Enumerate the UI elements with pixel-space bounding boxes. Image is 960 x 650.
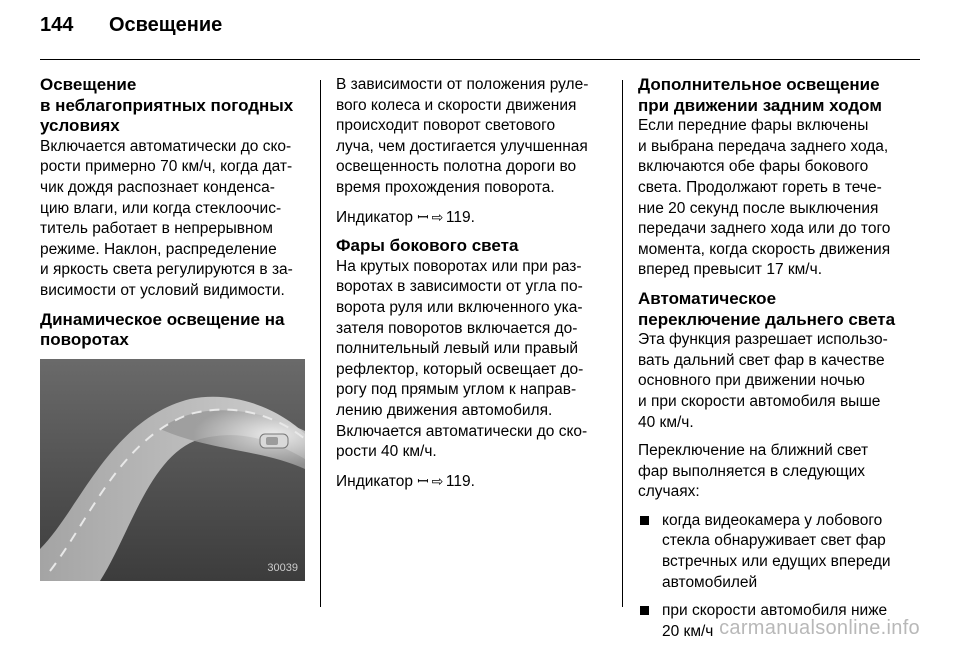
section-title-bad-weather-lighting: Освещение в неблагоприятных погодных условиях <box>40 75 294 136</box>
list-item: при скорости автомобиля ниже 20 км/ч <box>638 601 908 642</box>
cornering-light-illustration <box>40 359 305 581</box>
column-3 <box>638 75 908 650</box>
page-reference-arrow-icon: ⇨ <box>431 208 444 225</box>
column-divider-2 <box>622 80 623 607</box>
section-title-reverse-lighting: Дополнительное освещение при движении задним ходом <box>638 75 882 115</box>
section-title-side-lights: Фары бокового света <box>336 236 519 256</box>
paragraph-auto-high-beam-1: Эта функция разрешает использо- вать дальний свет фар в качестве основного при движении ночью и при скорости автомобиля выше 40 км/ч. <box>638 331 888 431</box>
column-divider-1 <box>320 80 321 607</box>
column-1 <box>40 75 305 581</box>
list-item: когда видеокамера у лобового стекла обнаруживает свет фар встречных или едущих впереди автомобилей <box>638 511 908 593</box>
headlamp-indicator-icon: ꟷ <box>417 472 429 489</box>
section-text-bad-weather-lighting: Включается автоматически до ско- рости примерно 70 км/ч, когда дат- чик дождя распознает конденса- цию влаги, или когда стеклоочис- титель работает в непрерывном режиме. Наклон, распределение и яркость света регулируются в за- висимости от условий видимости. <box>40 137 293 299</box>
bullet-square-icon <box>640 606 649 615</box>
paragraph-cornering-description: В зависимости от положения руле- вого колеса и скорости движения происходит поворот светового луча, чем достигается улучшенная освещенность полотна дороги во время прохождения поворота. <box>336 76 589 196</box>
section-title-auto-high-beam: Автоматическое переключение дальнего света <box>638 288 896 329</box>
bullet-square-icon <box>640 516 649 525</box>
section-text-reverse-lighting: Если передние фары включены и выбрана передача заднего хода, включаются обе фары бокового света. Продолжают гореть в тече- ние 20 секунд после выключения передачи заднего хода или до того момента, когда скорость движения вперед превысит 17 км/ч. <box>638 117 891 279</box>
page-reference-arrow-icon: ⇨ <box>431 472 444 489</box>
header-rule <box>40 59 920 60</box>
headlamp-indicator-icon: ꟷ <box>417 208 429 225</box>
car-icon <box>260 434 288 448</box>
page-number: 144 <box>40 14 74 36</box>
column-2 <box>336 75 606 500</box>
section-title-dynamic-cornering-lights: Динамическое освещение на поворотах <box>40 309 285 350</box>
figure-number: 30039 <box>267 561 298 574</box>
indicator-reference-1: Индикатор ꟷ ⇨ 119. <box>336 208 475 226</box>
page-title: Освещение <box>108 14 223 36</box>
indicator-reference-2: Индикатор ꟷ ⇨ 119. <box>336 472 475 490</box>
page-header <box>40 14 222 37</box>
paragraph-side-lights: На крутых поворотах или при раз- воротах в зависимости от угла по- ворота руля или включенного ука- зателя поворотов включается до- полнительный левый или правый рефлектор, который освещает до- рогу под прямым углом к направ- лению движения автомобиля. Включается автоматически до ско- рости 40 км/ч. <box>336 257 588 461</box>
watermark: carmanualsonline.info <box>719 617 920 639</box>
paragraph-auto-high-beam-2: Переключение на ближний свет фар выполняется в следующих случаях: <box>638 442 869 501</box>
